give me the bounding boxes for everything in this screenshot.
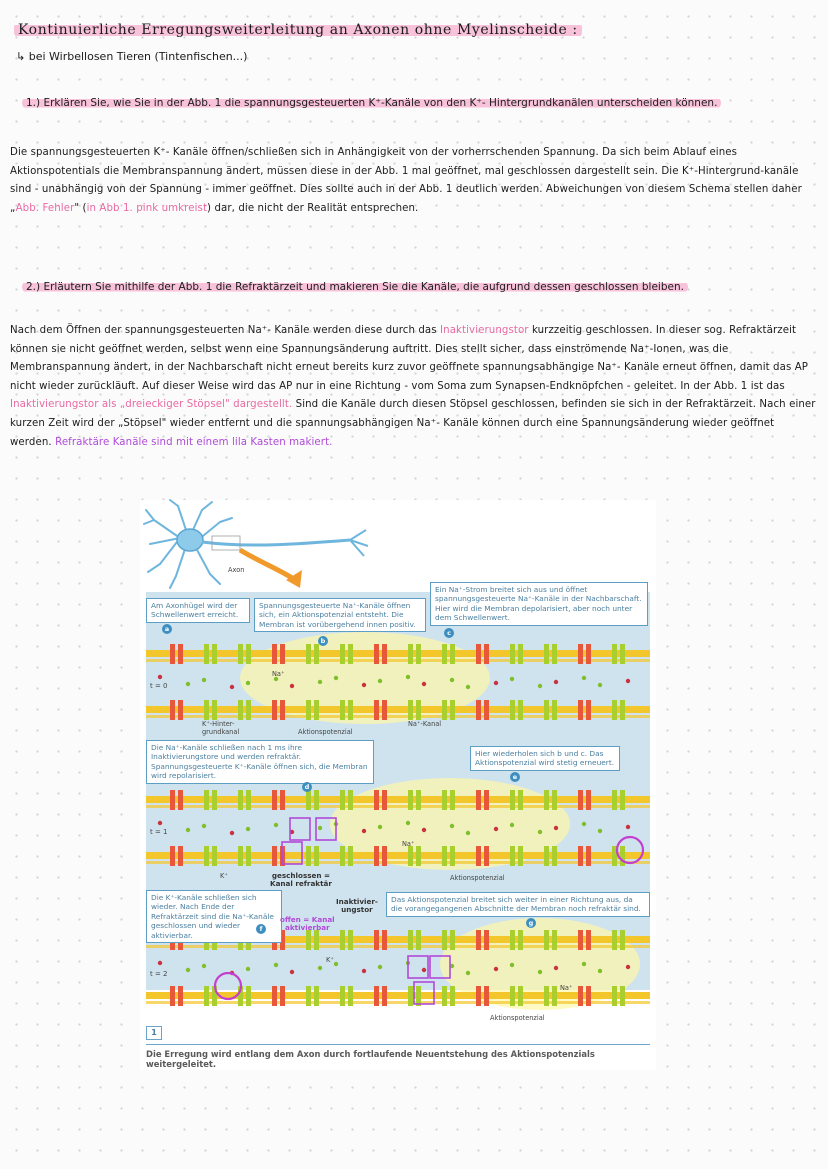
channel-right-1-0-6 [382, 790, 387, 810]
ion-dot-2-1 [186, 968, 190, 972]
ion-dot-1-17 [538, 830, 542, 834]
refractory-box-0 [290, 818, 310, 840]
channel-left-1-0-4 [306, 790, 311, 810]
channel-left-0-1-12 [578, 700, 583, 720]
ion-dot-2-17 [538, 970, 542, 974]
channel-right-1-0-10 [518, 790, 523, 810]
ion-dot-0-1 [186, 682, 190, 686]
channel-right-1-0-12 [586, 790, 591, 810]
ion-dot-1-16 [510, 823, 514, 827]
channel-right-2-0-7 [416, 930, 421, 950]
channel-left-0-0-7 [408, 644, 413, 664]
channel-right-2-1-5 [348, 986, 353, 1006]
channel-right-2-0-10 [518, 930, 523, 950]
label-na-t0: Na⁺ [272, 670, 285, 678]
channel-left-2-0-5 [340, 930, 345, 950]
label-na-kanal: Na⁺-Kanal [408, 720, 442, 728]
channel-right-0-0-0 [178, 644, 183, 664]
label-aktionspotenzial-2: Aktionspotenzial [450, 874, 505, 882]
channel-right-1-0-8 [450, 790, 455, 810]
membrane-band-inner-row-0-1 [146, 715, 650, 718]
channel-left-0-1-3 [272, 700, 277, 720]
channel-right-0-1-9 [484, 700, 489, 720]
channel-right-2-0-6 [382, 930, 387, 950]
label-na-t1: Na⁺ [402, 840, 415, 848]
channel-left-0-0-6 [374, 644, 379, 664]
channel-left-1-1-2 [238, 846, 243, 866]
callout-b: Spannungsgesteuerte Na⁺-Kanäle öffnen sich, ein Aktionspotenzial entsteht. Die Membran ist vorübergehend innen positiv. [254, 598, 426, 632]
callout-g: Das Aktionspotenzial breitet sich weiter in einer Richtung aus, da die vorangegangenen Abschnitte der Membran noch refraktär sind. [386, 892, 650, 917]
membrane-band-inner-row-2-1 [146, 1001, 650, 1004]
ion-dot-0-13 [450, 678, 454, 682]
channel-right-2-1-4 [314, 986, 319, 1006]
channel-left-0-0-11 [544, 644, 549, 664]
channel-left-1-0-5 [340, 790, 345, 810]
channel-right-0-0-13 [620, 644, 625, 664]
channel-left-2-1-11 [544, 986, 549, 1006]
channel-left-2-0-7 [408, 930, 413, 950]
channel-right-0-1-10 [518, 700, 523, 720]
ion-dot-1-5 [274, 823, 278, 827]
badge-e: e [510, 772, 520, 782]
ion-dot-0-11 [406, 675, 410, 679]
channel-right-2-1-9 [484, 986, 489, 1006]
ion-dot-2-9 [362, 969, 366, 973]
channel-right-1-0-13 [620, 790, 625, 810]
ion-dot-2-0 [158, 961, 162, 965]
channel-left-2-1-12 [578, 986, 583, 1006]
ion-dot-2-12 [422, 968, 426, 972]
ion-dot-0-0 [158, 675, 162, 679]
channel-right-1-1-1 [212, 846, 217, 866]
label-aktionspotenzial-3: Aktionspotenzial [490, 1014, 545, 1022]
ion-dot-0-17 [538, 684, 542, 688]
membrane-band-row-0-0 [146, 650, 650, 657]
channel-left-0-0-0 [170, 644, 175, 664]
channel-left-2-0-4 [306, 930, 311, 950]
channel-left-1-1-1 [204, 846, 209, 866]
channel-left-0-1-9 [476, 700, 481, 720]
channel-right-0-0-3 [280, 644, 285, 664]
channel-right-0-0-4 [314, 644, 319, 664]
channel-left-2-0-13 [612, 930, 617, 950]
channel-right-1-0-5 [348, 790, 353, 810]
channel-right-1-1-6 [382, 846, 387, 866]
label-na-t2: Na⁺ [560, 984, 573, 992]
channel-right-0-0-1 [212, 644, 217, 664]
channel-right-0-1-8 [450, 700, 455, 720]
row-label-t1: t = 1 [150, 828, 168, 836]
channel-right-1-1-7 [416, 846, 421, 866]
membrane-band-inner-row-1-1 [146, 861, 650, 864]
label-k-t2: K⁺ [326, 956, 334, 964]
callout-d: Die Na⁺-Kanäle schließen nach 1 ms ihre Inaktivierungstore und werden refraktär. Spannungsgesteuerte K⁺-Kanäle öffnen sich, die Membran wird repolarisiert. [146, 740, 374, 784]
channel-left-0-0-1 [204, 644, 209, 664]
channel-right-0-0-6 [382, 644, 387, 664]
channel-right-0-1-12 [586, 700, 591, 720]
channel-left-2-1-10 [510, 986, 515, 1006]
ion-dot-1-19 [582, 822, 586, 826]
channel-left-2-1-13 [612, 986, 617, 1006]
channel-right-2-0-4 [314, 930, 319, 950]
channel-left-2-1-1 [204, 986, 209, 1006]
channel-right-2-1-0 [178, 986, 183, 1006]
channel-left-1-1-9 [476, 846, 481, 866]
channel-right-0-1-4 [314, 700, 319, 720]
callout-e: Hier wiederholen sich b und c. Das Aktionspotenzial wird stetig erneuert. [470, 746, 620, 771]
channel-left-0-0-13 [612, 644, 617, 664]
ion-dot-1-9 [362, 829, 366, 833]
channel-left-1-1-0 [170, 846, 175, 866]
ion-dot-2-10 [378, 965, 382, 969]
badge-a: a [162, 624, 172, 634]
channel-left-2-0-10 [510, 930, 515, 950]
answer-2: Nach dem Öffnen der spannungsgesteuerten Na⁺- Kanäle werden diese durch das Inaktivierungstor kurzzeitig geschlossen. In dieser sog. Refraktärzeit können sie nicht geöffnet werden, selbst wenn eine Spannungsänderung auftritt. Dies stellt sicher, dass einströmende Na⁺-Ionen, was die Membranspannung ändert, in der Nachbarschaft nicht erneut bereits kurz zuvor geöffnete spannungsabhängige Na⁺- Kanäle erneut öffnen, damit das AP nicht wieder zurückläuft. Auf dieser Weise wird das AP nur in eine Richtung - vom Soma zum Synapsen-Endknöpfchen - geleitet. In der Abb. 1 ist das Inaktivierungstor als „dreieckiger Stöpsel" dargestellt. Sind die Kanäle durch diesen Stöpsel geschlossen, befinden sie sich in der Refraktärzeit. Nach einer kurzen Zeit wird der „Stöpsel" wieder entfernt und die spannungsabhängigen Na⁺- Kanäle können durch eine Spannungsänderung wieder geöffnet werden. Refraktäre Kanäle sind mit einem lila Kasten makiert. [10, 325, 816, 448]
channel-left-1-0-7 [408, 790, 413, 810]
channel-left-0-1-7 [408, 700, 413, 720]
page-subtitle: ↳ bei Wirbellosen Tieren (Tintenfischen...) [16, 50, 248, 63]
channel-left-2-0-12 [578, 930, 583, 950]
answer-2-pink-1: Inaktivierungstor [440, 325, 529, 336]
ion-dot-0-6 [290, 684, 294, 688]
channel-right-1-1-8 [450, 846, 455, 866]
channel-left-1-1-3 [272, 846, 277, 866]
channel-left-0-1-1 [204, 700, 209, 720]
answer-2-violet: Refraktäre Kanäle sind mit einem lila Kasten makiert. [55, 436, 333, 448]
channel-left-2-1-5 [340, 986, 345, 1006]
channel-left-1-0-8 [442, 790, 447, 810]
page-title: Kontinuierliche Erregungsweiterleitung an Axonen ohne Myelinscheide : [14, 22, 582, 38]
ion-dot-1-1 [186, 828, 190, 832]
channel-right-2-0-8 [450, 930, 455, 950]
channel-left-0-1-4 [306, 700, 311, 720]
channel-left-0-1-11 [544, 700, 549, 720]
channel-right-0-0-7 [416, 644, 421, 664]
channel-right-2-0-5 [348, 930, 353, 950]
channel-right-1-1-4 [314, 846, 319, 866]
membrane-band-row-1-1 [146, 852, 650, 859]
label-geschlossen: geschlossen = Kanal refraktär [270, 871, 332, 889]
channel-right-0-1-11 [552, 700, 557, 720]
channel-left-2-1-9 [476, 986, 481, 1006]
channel-left-1-0-6 [374, 790, 379, 810]
channel-left-1-1-8 [442, 846, 447, 866]
ion-dot-2-4 [246, 967, 250, 971]
badge-c: c [444, 628, 454, 638]
channel-right-0-0-8 [450, 644, 455, 664]
ion-dot-2-8 [334, 962, 338, 966]
label-offen: offen = Kanal aktivierbar [280, 915, 335, 933]
ion-dot-2-2 [202, 964, 206, 968]
channel-right-1-0-1 [212, 790, 217, 810]
channel-right-2-1-11 [552, 986, 557, 1006]
badge-g: g [526, 918, 536, 928]
ion-dot-0-18 [554, 680, 558, 684]
label-inaktivierungstor: Inaktivier- ungstor [336, 897, 378, 915]
channel-left-2-1-7 [408, 986, 413, 1006]
channel-right-1-1-13 [620, 846, 625, 866]
channel-right-0-1-3 [280, 700, 285, 720]
channel-left-2-1-4 [306, 986, 311, 1006]
channel-right-0-1-13 [620, 700, 625, 720]
ion-dot-0-21 [626, 679, 630, 683]
channel-right-2-0-9 [484, 930, 489, 950]
channel-right-1-1-12 [586, 846, 591, 866]
ion-dot-2-16 [510, 963, 514, 967]
channel-left-0-0-9 [476, 644, 481, 664]
ion-dot-1-21 [626, 825, 630, 829]
answer-1: Die spannungsgesteuerten K⁺- Kanäle öffnen/schließen sich in Anhängigkeit von der vorherrschenden Spannung. Da sich beim Ablauf eines Aktionspotentials die Membranspannung ändert, müssen diese in der Abb. 1 mal geöffnet, mal geschlossen dargestellt sein. Die K⁺-Hintergrund-kanäle sind - unabhängig von der Spannung - immer geöffnet. Dies sollte auch in der Abb. 1 deutlich werden. Abweichungen von diesem Schema stellen daher „Abb. Fehler" (in Abb 1. pink umkreist) dar, die nicht der Realität entsprechen. [10, 147, 802, 214]
channel-right-1-1-2 [246, 846, 251, 866]
ion-dot-1-0 [158, 821, 162, 825]
channel-right-1-0-2 [246, 790, 251, 810]
channel-right-1-1-5 [348, 846, 353, 866]
channel-right-2-1-2 [246, 986, 251, 1006]
answer-1-pink-1: Abb. Fehler [15, 202, 75, 214]
ion-dot-0-9 [362, 683, 366, 687]
label-k-hintergrundkanal: K⁺-Hinter- grundkanal [202, 720, 240, 736]
ion-dot-2-6 [290, 970, 294, 974]
channel-right-0-0-2 [246, 644, 251, 664]
channel-left-1-1-6 [374, 846, 379, 866]
channel-left-1-0-2 [238, 790, 243, 810]
channel-right-0-1-0 [178, 700, 183, 720]
channel-right-1-1-10 [518, 846, 523, 866]
channel-left-0-0-3 [272, 644, 277, 664]
badge-d: d [302, 782, 312, 792]
channel-left-0-0-10 [510, 644, 515, 664]
question-2: 2.) Erläutern Sie mithilfe der Abb. 1 die Refraktärzeit und makieren Sie die Kanäle, die aufgrund dessen geschlossen bleiben. [22, 276, 812, 298]
channel-right-0-0-5 [348, 644, 353, 664]
badge-f: f [256, 924, 266, 934]
channel-right-0-1-6 [382, 700, 387, 720]
channel-right-0-0-9 [484, 644, 489, 664]
answer-1-pink-2: in Abb 1. pink umkreist [86, 202, 208, 214]
channel-left-2-1-3 [272, 986, 277, 1006]
channel-left-0-1-6 [374, 700, 379, 720]
ion-dot-2-14 [466, 971, 470, 975]
membrane-band-inner-row-2-0 [146, 945, 650, 948]
channel-left-0-1-13 [612, 700, 617, 720]
channel-right-2-0-13 [620, 930, 625, 950]
channel-left-1-0-12 [578, 790, 583, 810]
channel-right-2-0-11 [552, 930, 557, 950]
ion-dot-1-7 [318, 826, 322, 830]
ion-dot-0-3 [230, 685, 234, 689]
channel-right-0-0-12 [586, 644, 591, 664]
ion-dot-1-2 [202, 824, 206, 828]
channel-right-0-1-1 [212, 700, 217, 720]
ion-dot-1-12 [422, 828, 426, 832]
channel-left-1-0-1 [204, 790, 209, 810]
ion-dot-0-4 [246, 681, 250, 685]
ion-dot-2-18 [554, 966, 558, 970]
ion-dot-0-14 [466, 685, 470, 689]
ion-dot-2-21 [626, 965, 630, 969]
channel-right-0-0-11 [552, 644, 557, 664]
figure-caption: Die Erregung wird entlang dem Axon durch fortlaufende Neuentstehung des Aktionspotenzials weitergeleitet. [146, 1044, 650, 1069]
channel-left-0-1-5 [340, 700, 345, 720]
membrane-band-row-1-0 [146, 796, 650, 803]
ion-dot-1-14 [466, 831, 470, 835]
channel-left-0-1-0 [170, 700, 175, 720]
label-k-t1: K⁺ [220, 872, 228, 880]
channel-right-0-1-7 [416, 700, 421, 720]
ion-dot-0-10 [378, 679, 382, 683]
channel-left-0-0-5 [340, 644, 345, 664]
channel-right-2-1-3 [280, 986, 285, 1006]
channel-left-2-1-0 [170, 986, 175, 1006]
channel-left-0-0-12 [578, 644, 583, 664]
channel-left-2-1-6 [374, 986, 379, 1006]
ion-dot-1-3 [230, 831, 234, 835]
ion-dot-1-18 [554, 826, 558, 830]
channel-left-1-0-10 [510, 790, 515, 810]
channel-right-0-0-10 [518, 644, 523, 664]
refractory-box-3 [408, 956, 428, 978]
ion-dot-1-13 [450, 824, 454, 828]
channel-right-1-1-0 [178, 846, 183, 866]
channel-left-1-0-9 [476, 790, 481, 810]
ion-dot-1-10 [378, 825, 382, 829]
membrane-band-row-0-1 [146, 706, 650, 713]
channel-right-2-1-7 [416, 986, 421, 1006]
channel-left-0-1-2 [238, 700, 243, 720]
channel-right-1-1-9 [484, 846, 489, 866]
ion-dot-0-19 [582, 676, 586, 680]
channel-left-1-1-5 [340, 846, 345, 866]
row-label-t0: t = 0 [150, 682, 168, 690]
channel-right-2-1-6 [382, 986, 387, 1006]
channel-left-2-1-8 [442, 986, 447, 1006]
channel-right-1-0-4 [314, 790, 319, 810]
ion-dot-0-2 [202, 678, 206, 682]
channel-right-0-1-5 [348, 700, 353, 720]
channel-right-2-1-10 [518, 986, 523, 1006]
channel-right-1-0-0 [178, 790, 183, 810]
callout-a: Am Axonhügel wird der Schwellenwert erreicht. [146, 598, 250, 623]
channel-left-1-1-7 [408, 846, 413, 866]
figure-number: 1 [146, 1026, 162, 1040]
channel-left-0-1-10 [510, 700, 515, 720]
ion-dot-0-12 [422, 682, 426, 686]
channel-left-1-0-11 [544, 790, 549, 810]
channel-left-2-0-6 [374, 930, 379, 950]
channel-right-2-1-13 [620, 986, 625, 1006]
badge-b: b [318, 636, 328, 646]
ion-dot-1-4 [246, 827, 250, 831]
ion-dot-0-16 [510, 677, 514, 681]
channel-left-1-1-10 [510, 846, 515, 866]
channel-left-1-0-3 [272, 790, 277, 810]
ion-dot-1-11 [406, 821, 410, 825]
ion-dot-2-7 [318, 966, 322, 970]
membrane-band-inner-row-1-0 [146, 805, 650, 808]
ion-dot-1-15 [494, 827, 498, 831]
ion-dot-0-20 [598, 683, 602, 687]
channel-right-1-0-3 [280, 790, 285, 810]
channel-right-1-0-11 [552, 790, 557, 810]
ion-dot-0-8 [334, 676, 338, 680]
channel-left-0-0-2 [238, 644, 243, 664]
ion-dot-0-15 [494, 681, 498, 685]
channel-left-1-0-13 [612, 790, 617, 810]
ion-dot-2-20 [598, 969, 602, 973]
ion-dot-0-7 [318, 680, 322, 684]
channel-left-2-0-9 [476, 930, 481, 950]
channel-right-2-1-8 [450, 986, 455, 1006]
row-label-t2: t = 2 [150, 970, 168, 978]
channel-right-1-1-11 [552, 846, 557, 866]
channel-left-2-0-8 [442, 930, 447, 950]
callout-c: Ein Na⁺-Strom breitet sich aus und öffnet spannungsgesteuerte Na⁺-Kanäle in der Nachbarschaft. Hier wird die Membran depolarisiert, aber noch unter dem Schwellenwert. [430, 582, 648, 626]
figure-axon-conduction [140, 500, 656, 1070]
question-1: 1.) Erklären Sie, wie Sie in der Abb. 1 die spannungsgesteuerten K⁺-Kanäle von den K⁺- Hintergrundkanälen unterscheiden können. [22, 92, 812, 114]
callout-f: Die K⁺-Kanäle schließen sich wieder. Nach Ende der Refraktärzeit sind die Na⁺-Kanäle geschlossen und wieder aktivierbar. [146, 890, 282, 943]
channel-right-2-1-12 [586, 986, 591, 1006]
channel-left-0-0-4 [306, 644, 311, 664]
channel-left-1-1-12 [578, 846, 583, 866]
channel-right-0-1-2 [246, 700, 251, 720]
ion-dot-2-15 [494, 967, 498, 971]
channel-left-1-1-11 [544, 846, 549, 866]
channel-left-0-0-8 [442, 644, 447, 664]
channel-left-1-1-4 [306, 846, 311, 866]
label-aktionspotenzial-1: Aktionspotenzial [298, 728, 353, 736]
channel-left-2-0-11 [544, 930, 549, 950]
channel-right-1-0-7 [416, 790, 421, 810]
channel-right-2-0-12 [586, 930, 591, 950]
membrane-band-inner-row-0-0 [146, 659, 650, 662]
ion-dot-2-19 [582, 962, 586, 966]
channel-left-0-1-8 [442, 700, 447, 720]
channel-right-1-0-9 [484, 790, 489, 810]
ion-dot-1-20 [598, 829, 602, 833]
answer-2-pink-2: Inaktivierungstor als „dreieckiger Stöpsel" dargestellt. [10, 399, 293, 411]
axon-label: Axon [228, 566, 245, 574]
channel-left-1-0-0 [170, 790, 175, 810]
ion-dot-2-5 [274, 963, 278, 967]
